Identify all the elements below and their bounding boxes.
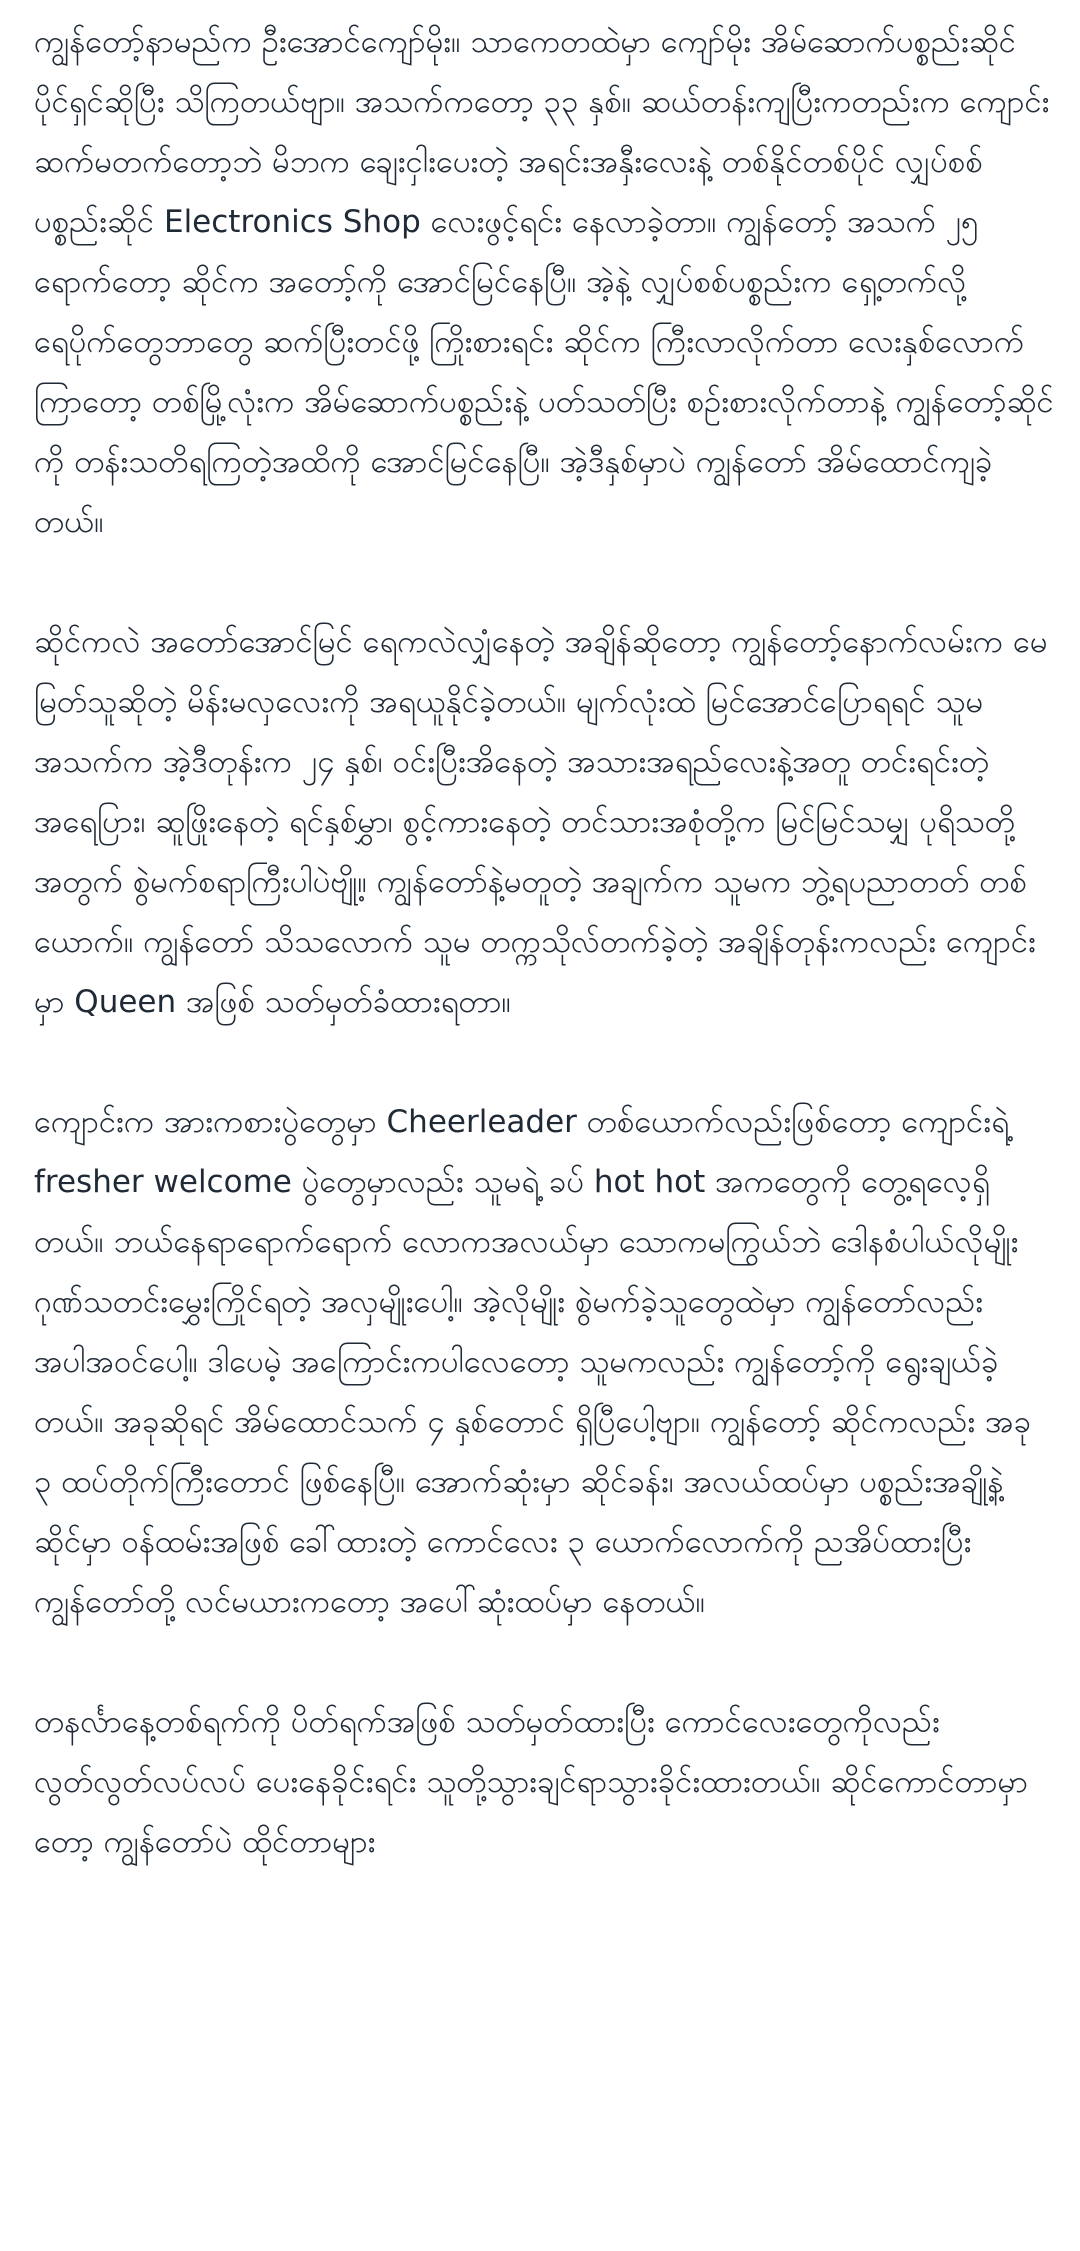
paragraph-4: တနင်္လာနေ့တစ်ရက်ကို ပိတ်ရက်အဖြစ် သတ်မှတ်ထားပြီး ကောင်လေးတွေကိုလည်း လွတ်လွတ်လပ်လပ် ပေးနေခိုင်းရင်း သူတို့သွားချင်ရာသွားခိုင်းထားတယ်။ ဆိုင်ကောင်တာမှာတော့ ကျွန်တော်ပဲ ထိုင်တာများ <box>34 1704 1028 1860</box>
paragraph-2: ဆိုင်ကလဲ အတော်အောင်မြင် ရေကလဲလျှံနေတဲ့ အချိန်ဆိုတော့ ကျွန်တော့်နောက်လမ်းက မေမြတ်သူဆိုတဲ့ မိန်းမလှလေးကို အရယူနိုင်ခဲ့တယ်။ မျက်လုံးထဲ မြင်အောင်ပြောရရင် သူမအသက်က အဲ့ဒီတုန်းက ၂၄ နှစ်၊ ဝင်းပြီးအိနေတဲ့ အသားအရည်လေးနဲ့အတူ တင်းရင်းတဲ့ အရေပြား၊ ဆူဖြိုးနေတဲ့ ရင်နှစ်မွှာ၊ စွင့်ကားနေတဲ့ တင်သားအစုံတို့က မြင်မြင်သမျှ ပုရိသတို့အတွက် စွဲမက်စရာကြီးပါပဲဗျို့။ ကျွန်တော်နဲ့မတူတဲ့ အချက်က သူမက ဘွဲ့ရပညာတတ် တစ်ယောက်။ ကျွန်တော် သိသလောက် သူမ တက္ကသိုလ်တက်ခဲ့တဲ့ အချိန်တုန်းကလည်း ကျောင်းမှာ Queen အဖြစ် သတ်မှတ်ခံထားရတာ။ <box>34 624 1048 1020</box>
article-body <box>34 12 1054 1932</box>
paragraph-1: ကျွန်တော့်နာမည်က ဦးအောင်ကျော်မိုး။ သာကေတထဲမှာ ကျော်မိုး အိမ်ဆောက်ပစ္စည်းဆိုင် ပိုင်ရှင်ဆိုပြီး သိကြတယ်ဗျာ။ အသက်ကတော့ ၃၃ နှစ်။ ဆယ်တန်းကျပြီးကတည်းက ကျောင်းဆက်မတက်တော့ဘဲ မိဘက ချေးငှါးပေးတဲ့ အရင်းအနှီးလေးနဲ့ တစ်နိုင်တစ်ပိုင် လျှပ်စစ်ပစ္စည်းဆိုင် Electronics Shop လေးဖွင့်ရင်း နေလာခဲ့တာ။ ကျွန်တော့် အသက် ၂၅ ရောက်တော့ ဆိုင်က အတော့်ကို အောင်မြင်နေပြီ။ အဲ့နဲ့ လျှပ်စစ်ပစ္စည်းက ရှေ့တက်လို့ ရေပိုက်တွေဘာတွေ ဆက်ပြီးတင်ဖို့ ကြိုးစားရင်း ဆိုင်က ကြီးလာလိုက်တာ လေးနှစ်လောက်ကြာတော့ တစ်မြို့လုံးက အိမ်ဆောက်ပစ္စည်းနဲ့ ပတ်သတ်ပြီး စဉ်းစားလိုက်တာနဲ့ ကျွန်တော့်ဆိုင်ကို တန်းသတိရကြတဲ့အထိကို အောင်မြင်နေပြီ။ အဲ့ဒီနှစ်မှာပဲ ကျွန်တော် အိမ်ထောင်ကျခဲ့တယ်။ <box>34 24 1054 540</box>
paragraph-3: ကျောင်းက အားကစားပွဲတွေမှာ Cheerleader တစ်ယောက်လည်းဖြစ်တော့ ကျောင်းရဲ့ fresher welcome ပွဲတွေမှာလည်း သူမရဲ့ ခပ် hot hot အကတွေကို တွေ့ရလေ့ရှိတယ်။ ဘယ်နေရာရောက်ရောက် လောကအလယ်မှာ သောကမကြွယ်ဘဲ ဒေါနစံပါယ်လိုမျိုး ဂုဏ်သတင်းမွှေးကြိုင်ရတဲ့ အလှမျိုးပေါ့။ အဲ့လိုမျိုး စွဲမက်ခဲ့သူတွေထဲမှာ ကျွန်တော်လည်း အပါအဝင်ပေါ့။ ဒါပေမဲ့ အကြောင်းကပါလေတော့ သူမကလည်း ကျွန်တော့်ကို ရွေးချယ်ခဲ့တယ်။ အခုဆိုရင် အိမ်ထောင်သက် ၄ နှစ်တောင် ရှိပြီပေါ့ဗျာ။ ကျွန်တော့် ဆိုင်ကလည်း အခု ၃ ထပ်တိုက်ကြီးတောင် ဖြစ်နေပြီ။ အောက်ဆုံးမှာ ဆိုင်ခန်း၊ အလယ်ထပ်မှာ ပစ္စည်းအချို့နဲ့ ဆိုင်မှာ ဝန်ထမ်းအဖြစ် ခေါ်ထားတဲ့ ကောင်လေး ၃ ယောက်လောက်ကို ညအိပ်ထားပြီး ကျွန်တော်တို့ လင်မယားကတော့ အပေါ်ဆုံးထပ်မှာ နေတယ်။ <box>34 1104 1032 1620</box>
